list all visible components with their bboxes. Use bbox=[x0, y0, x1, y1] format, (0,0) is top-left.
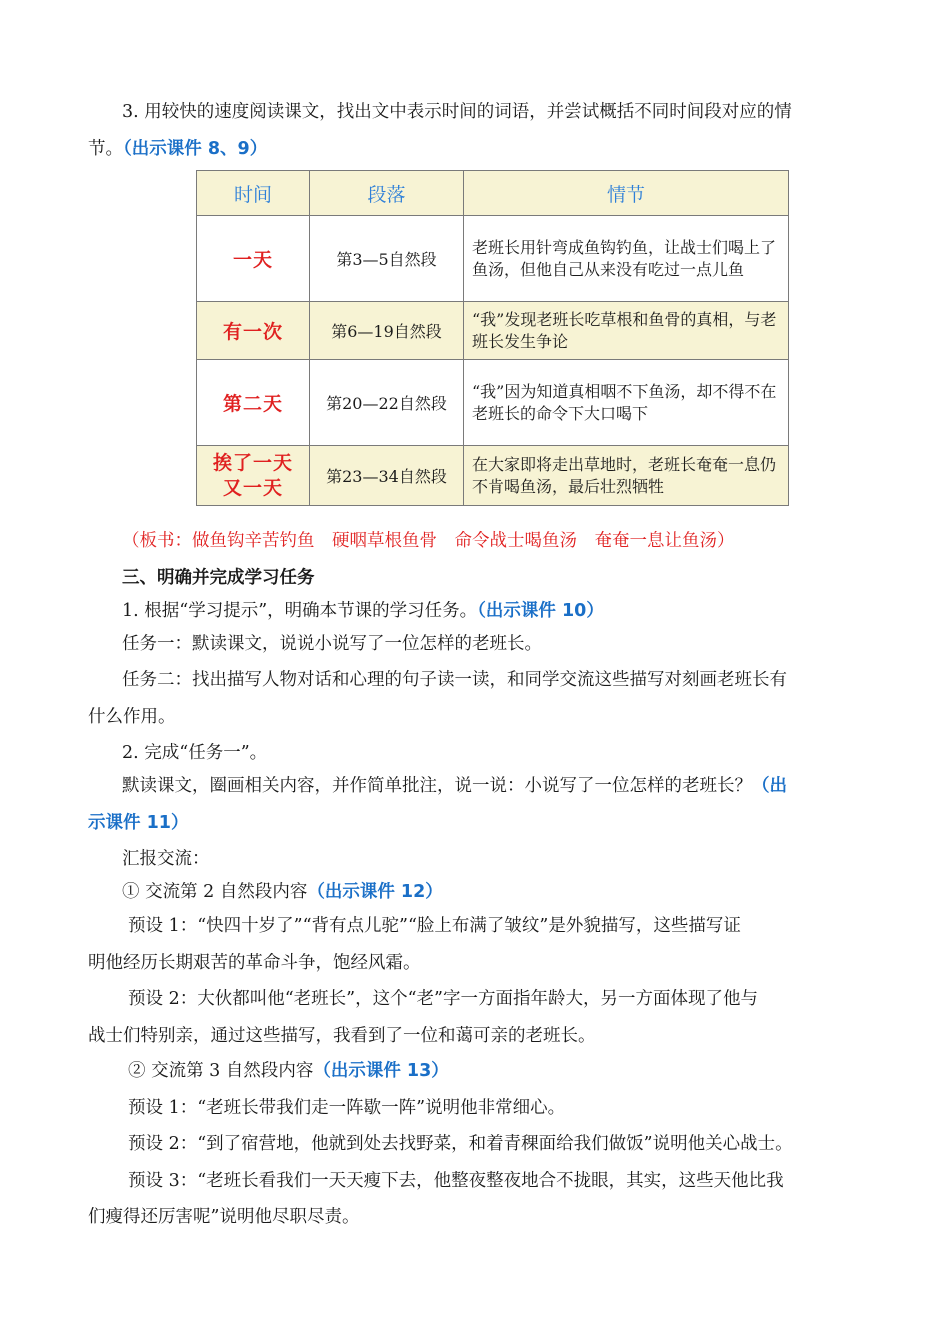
board-writing: （板书：做鱼钩辛苦钓鱼 硬咽草根鱼骨 命令战士喝鱼汤 奄奄一息让鱼汤） bbox=[122, 531, 735, 551]
table-row bbox=[197, 446, 789, 506]
read-instruction-text: 默读课文，圈画相关内容，并作简单批注，说一说：小说写了一位怎样的老班长？ bbox=[122, 776, 752, 796]
row-plot: “我”因为知道真相咽不下鱼汤，却不得不在老班长的命令下大口喝下 bbox=[464, 360, 789, 446]
task-intro-text: 1. 根据“学习提示”，明确本节课的学习任务。 bbox=[122, 601, 478, 621]
table-header-row bbox=[197, 171, 789, 216]
row-plot: 老班长用针弯成鱼钩钓鱼，让战士们喝上了鱼汤，但他自己从来没有吃过一点儿鱼 bbox=[464, 216, 789, 302]
row-time-line-2: 又一天 bbox=[222, 476, 283, 499]
preset-1b-line-1: 预设 2：大伙都叫他“老班长”，这个“老”字一方面指年龄大，另一方面体现了他与 bbox=[128, 989, 758, 1009]
header-paragraph: 段落 bbox=[310, 171, 464, 216]
task-two-line-2: 什么作用。 bbox=[88, 707, 176, 727]
report-label: 汇报交流： bbox=[122, 849, 210, 869]
row-plot: 在大家即将走出草地时，老班长奄奄一息仍不肯喝鱼汤，最后壮烈牺牲 bbox=[464, 446, 789, 506]
read-ref-part-1: （出 bbox=[752, 776, 787, 796]
table-row bbox=[197, 216, 789, 302]
task-two-line-1: 任务二：找出描写人物对话和心理的句子读一读，和同学交流这些描写对刻画老班长有 bbox=[122, 670, 787, 690]
preset-2c-line-2: 们瘦得还厉害呢”说明他尽职尽责。 bbox=[88, 1207, 360, 1227]
preset-2b: 预设 2：“到了宿营地，他就到处去找野菜，和着青稞面给我们做饭”说明他关心战士。 bbox=[128, 1134, 793, 1154]
timeline-table bbox=[196, 170, 789, 506]
preset-1b-line-2: 战士们特别亲，通过这些描写，我看到了一位和蔼可亲的老班长。 bbox=[88, 1026, 596, 1046]
row-time: 第二天 bbox=[197, 360, 310, 446]
task-intro bbox=[122, 599, 863, 623]
intro-line-1: 3. 用较快的速度阅读课文，找出文中表示时间的词语，并尝试概括不同时间段对应的情 bbox=[122, 102, 792, 122]
task-intro-ref: （出示课件 10） bbox=[477, 601, 604, 621]
header-time: 时间 bbox=[197, 171, 310, 216]
task-one: 任务一：默读课文，说说小说写了一位怎样的老班长。 bbox=[122, 634, 542, 654]
preset-2a: 预设 1：“老班长带我们走一阵歇一阵”说明他非常细心。 bbox=[128, 1098, 566, 1118]
exchange-two-ref: （出示课件 13） bbox=[313, 1061, 449, 1081]
complete-task-one: 2. 完成“任务一”。 bbox=[122, 743, 268, 763]
row-plot: “我”发现老班长吃草根和鱼骨的真相，与老班长发生争论 bbox=[464, 302, 789, 360]
preset-1a-line-1: 预设 1：“快四十岁了”“背有点儿驼”“脸上布满了皱纹”是外貌描写，这些描写证 bbox=[128, 916, 741, 936]
header-plot: 情节 bbox=[464, 171, 789, 216]
preset-2c-line-1: 预设 3：“老班长看我们一天天瘦下去，他整夜整夜地合不拢眼，其实，这些天他比我 bbox=[128, 1171, 784, 1191]
table-row bbox=[197, 360, 789, 446]
read-instruction-line-1 bbox=[122, 774, 863, 798]
row-time: 一天 bbox=[197, 216, 310, 302]
row-paragraph: 第6—19自然段 bbox=[310, 302, 464, 360]
row-paragraph: 第20—22自然段 bbox=[310, 360, 464, 446]
preset-1a-line-2: 明他经历长期艰苦的革命斗争，饱经风霜。 bbox=[88, 953, 421, 973]
row-paragraph: 第3—5自然段 bbox=[310, 216, 464, 302]
section-heading: 三、明确并完成学习任务 bbox=[122, 568, 315, 588]
exchange-two-text: ② 交流第 3 自然段内容 bbox=[128, 1061, 314, 1081]
read-ref-part-2: 示课件 11） bbox=[88, 813, 189, 833]
exchange-one-ref: （出示课件 12） bbox=[307, 882, 443, 902]
exchange-one-text: ① 交流第 2 自然段内容 bbox=[122, 882, 308, 902]
row-paragraph: 第23—34自然段 bbox=[310, 446, 464, 506]
row-time-line-1: 挨了一天 bbox=[212, 451, 293, 474]
table-row bbox=[197, 302, 789, 360]
row-time bbox=[197, 446, 310, 506]
exchange-one bbox=[122, 880, 863, 904]
intro-line-2-text: 节。 bbox=[88, 139, 123, 159]
exchange-two bbox=[128, 1059, 869, 1083]
intro-line-2 bbox=[88, 137, 863, 161]
intro-slide-ref: （出示课件 8、9） bbox=[123, 139, 268, 159]
row-time: 有一次 bbox=[197, 302, 310, 360]
